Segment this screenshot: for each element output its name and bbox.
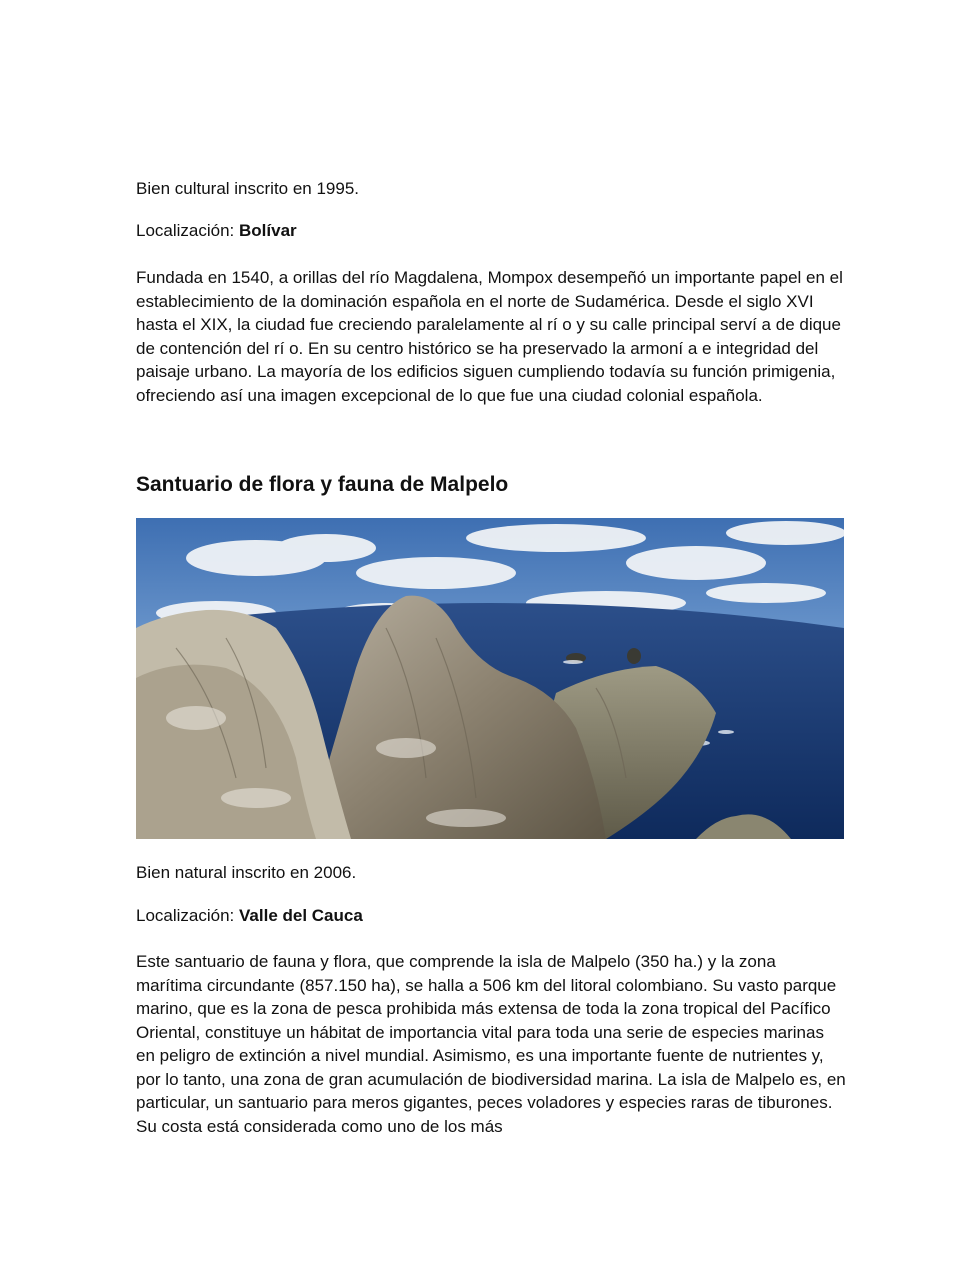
description-paragraph-2: Este santuario de fauna y flora, que comprende la isla de Malpelo (350 ha.) y la zona marítima circundante (857.150 ha), se halla a 506 km del litoral colombiano. Su vasto parque marino, que es la zona de pesca prohibida más extensa de toda la zona tropical del Pacífico Oriental, constituye un hábitat de importancia vital para toda una serie de especies marinas en peligro de extinción a nivel mundial. Asimismo, es una importante fuente de nutrientes y, por lo tanto, una zona de gran acumulación de biodiversidad marina. La isla de Malpelo es, en particular, un santuario para meros gigantes, peces voladores y especies raras de tiburones. Su costa está considerada como uno de los más bbox=[136, 952, 846, 1136]
location-label: Localización: bbox=[136, 221, 240, 240]
description-paragraph: Fundada en 1540, a orillas del río Magdalena, Mompox desempeñó un importante papel en el establecimiento de la dominación española en el norte de Sudamérica. Desde el siglo XVI hasta el XIX, la ciudad fue creciendo paralelamente al rí o y su calle principal serví a de dique de contención del rí o. En su centro histórico se ha preservado la armoní a e integridad del paisaje urbano. La mayoría de los edificios siguen cumpliendo todavía su función primigenia, ofreciendo así una imagen excepcional de lo que fue una ciudad colonial española. bbox=[136, 268, 843, 405]
malpelo-island-photo bbox=[136, 518, 844, 839]
section-title: Santuario de flora y fauna de Malpelo bbox=[136, 473, 509, 496]
location-value: Bolívar bbox=[239, 221, 297, 240]
inscription-text-2: Bien natural inscrito en 2006. bbox=[136, 863, 357, 882]
location-line bbox=[136, 219, 846, 243]
location-line-2 bbox=[136, 904, 846, 928]
location-label-2: Localización: bbox=[136, 906, 240, 925]
inscription-text: Bien cultural inscrito en 1995. bbox=[136, 179, 360, 198]
location-value-2: Valle del Cauca bbox=[239, 906, 363, 925]
